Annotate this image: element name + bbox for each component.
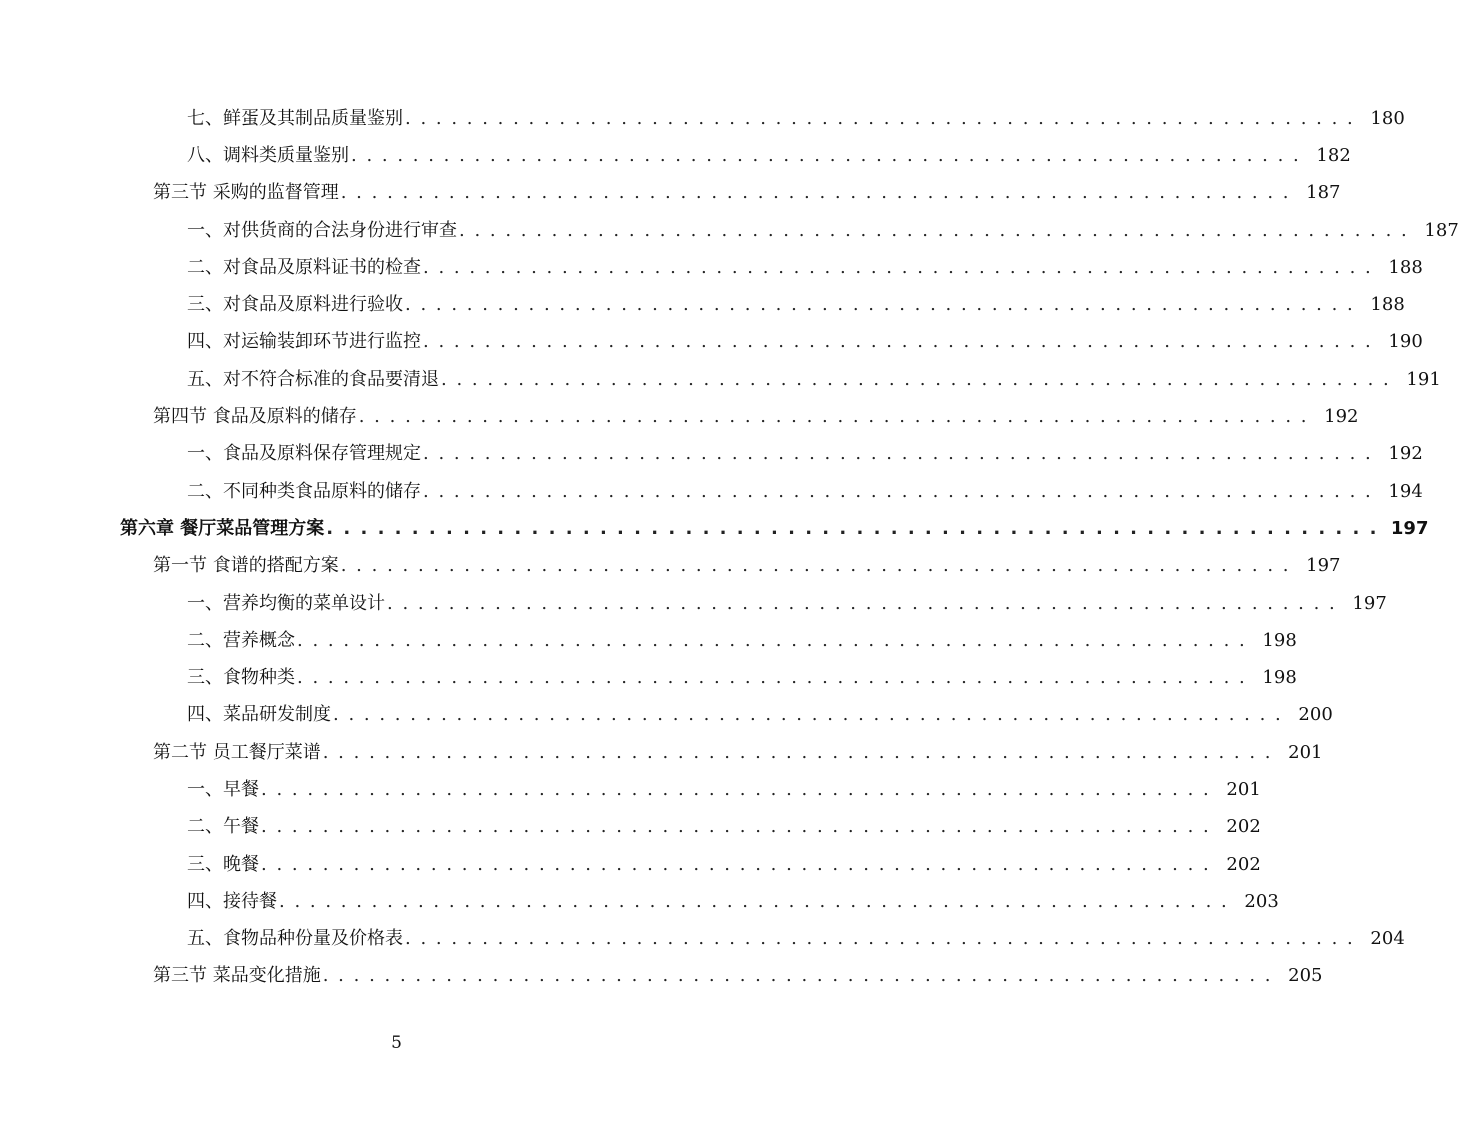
toc-entry-item[interactable] (0, 436, 1423, 473)
toc-entry-page: 205 (1288, 965, 1323, 987)
dot-leader: . . . . . . . . . . . . . . . . . . . . . . . . . . . . . . . . . . . . . . . . . . . . . . . . . . . . . . . . . . . . . . (358, 406, 1309, 428)
toc-entry-item[interactable] (0, 473, 1423, 510)
page-number: 5 (391, 1033, 402, 1053)
toc-entry-title: 一、早餐 (187, 778, 259, 800)
toc-entry-title: 三、食物种类 (187, 667, 295, 689)
toc-entry-title: 一、食品及原料保存管理规定 (187, 443, 421, 465)
toc-entry-item[interactable] (0, 286, 1405, 323)
toc-entry-title: 二、对食品及原料证书的检查 (187, 256, 421, 278)
toc-entry-page: 182 (1316, 144, 1351, 166)
toc-entry-item[interactable] (0, 659, 1297, 696)
toc-entry-title: 第一节 食谱的搭配方案 (153, 555, 339, 577)
dot-leader: . . . . . . . . . . . . . . . . . . . . . . . . . . . . . . . . . . . . . . . . . . . . . . . . . . . . . . . . . . . . . . (423, 256, 1373, 278)
toc-entry-page: 191 (1406, 368, 1441, 390)
dot-leader: . . . . . . . . . . . . . . . . . . . . . . . . . . . . . . . . . . . . . . . . . . . . . . . . . . . . . . . . . . . . . . (405, 294, 1355, 316)
toc-entry-page: 197 (1390, 517, 1429, 539)
toc-entry-title: 第三节 菜品变化措施 (153, 965, 321, 987)
dot-leader: . . . . . . . . . . . . . . . . . . . . . . . . . . . . . . . . . . . . . . . . . . . . . . . . . . . . . . . . . . . . . . (340, 182, 1291, 204)
toc-entry-item[interactable] (0, 809, 1261, 846)
dot-leader: . . . . . . . . . . . . . . . . . . . . . . . . . . . . . . . . . . . . . . . . . . . . . . . . . . . . . . . . . . . . . . (423, 331, 1373, 353)
dot-leader: . . . . . . . . . . . . . . . . . . . . . . . . . . . . . . . . . . . . . . . . . . . . . . . . . . . . . . . . . . . . . . (423, 480, 1373, 502)
toc-entry-page: 197 (1352, 592, 1387, 614)
dot-leader: . . . . . . . . . . . . . . . . . . . . . . . . . . . . . . . . . . . . . . . . . . . . . . . . . . . . . . . . . . . . . . (261, 853, 1211, 875)
toc-entry-item[interactable] (0, 883, 1279, 920)
dot-leader: . . . . . . . . . . . . . . . . . . . . . . . . . . . . . . . . . . . . . . . . . . . . . . . . . . . . . . . . . . . . . . (459, 219, 1409, 241)
toc-entry-page: 188 (1388, 256, 1423, 278)
toc-entry-title: 七、鲜蛋及其制品质量鉴别 (187, 107, 403, 129)
toc-entry-item[interactable] (0, 212, 1459, 249)
dot-leader: . . . . . . . . . . . . . . . . . . . . . . . . . . . . . . . . . . . . . . . . . . . . . . . . . . . . . . . . . . . . . . (322, 965, 1273, 987)
dot-leader: . . . . . . . . . . . . . . . . . . . . . . . . . . . . . . . . . . . . . . . . . . . . . . . . . . . . . . . . . . . . . . (340, 555, 1291, 577)
toc-entry-page: 194 (1388, 480, 1423, 502)
toc-entry-item[interactable] (0, 324, 1423, 361)
toc-entry-title: 八、调料类质量鉴别 (187, 144, 349, 166)
toc-entry-title: 二、午餐 (187, 816, 259, 838)
toc-entry-item[interactable] (0, 622, 1297, 659)
toc-entry-item[interactable] (0, 771, 1261, 808)
toc-entry-item[interactable] (0, 361, 1441, 398)
toc-entry-page: 188 (1370, 294, 1405, 316)
dot-leader: . . . . . . . . . . . . . . . . . . . . . . . . . . . . . . . . . . . . . . . . . . . . . . . . . . . . . . . . . . . . . . (441, 368, 1391, 390)
toc-entry-page: 198 (1262, 629, 1297, 651)
toc-entry-item[interactable] (0, 846, 1261, 883)
toc-entry-page: 197 (1306, 555, 1341, 577)
toc-entry-page: 192 (1324, 406, 1359, 428)
toc-entry-page: 201 (1288, 741, 1323, 763)
toc-entry-section[interactable] (0, 175, 1341, 212)
toc-entry-title: 第四节 食品及原料的储存 (153, 406, 357, 428)
toc-entry-section[interactable] (0, 548, 1341, 585)
dot-leader: . . . . . . . . . . . . . . . . . . . . . . . . . . . . . . . . . . . . . . . . . . . . . . . . . . . . . . . . . . . . . . (423, 443, 1373, 465)
toc-entry-title: 一、对供货商的合法身份进行审查 (187, 219, 457, 241)
toc-entry-page: 200 (1298, 704, 1333, 726)
toc-entry-title: 四、对运输装卸环节进行监控 (187, 331, 421, 353)
dot-leader: . . . . . . . . . . . . . . . . . . . . . . . . . . . . . . . . . . . . . . . . . . . . . . . . . . . . . . . . . . . . . . (326, 517, 1379, 539)
dot-leader: . . . . . . . . . . . . . . . . . . . . . . . . . . . . . . . . . . . . . . . . . . . . . . . . . . . . . . . . . . . . . . (261, 816, 1211, 838)
toc-entry-title: 第六章 餐厅菜品管理方案 (120, 517, 325, 539)
toc-entry-page: 187 (1306, 182, 1341, 204)
dot-leader: . . . . . . . . . . . . . . . . . . . . . . . . . . . . . . . . . . . . . . . . . . . . . . . . . . . . . . . . . . . . . . (261, 778, 1211, 800)
toc-entry-page: 190 (1388, 331, 1423, 353)
toc-entry-page: 204 (1370, 928, 1405, 950)
dot-leader: . . . . . . . . . . . . . . . . . . . . . . . . . . . . . . . . . . . . . . . . . . . . . . . . . . . . . . . . . . . . . . (405, 107, 1355, 129)
dot-leader: . . . . . . . . . . . . . . . . . . . . . . . . . . . . . . . . . . . . . . . . . . . . . . . . . . . . . . . . . . . . . . (405, 928, 1355, 950)
toc-entry-section[interactable] (0, 398, 1359, 435)
toc-entry-chapter[interactable] (0, 510, 1429, 547)
dot-leader: . . . . . . . . . . . . . . . . . . . . . . . . . . . . . . . . . . . . . . . . . . . . . . . . . . . . . . . . . . . . . . (387, 592, 1337, 614)
dot-leader: . . . . . . . . . . . . . . . . . . . . . . . . . . . . . . . . . . . . . . . . . . . . . . . . . . . . . . . . . . . . . . (333, 704, 1283, 726)
toc-entry-title: 四、接待餐 (187, 890, 277, 912)
toc-entry-title: 五、食物品种份量及价格表 (187, 928, 403, 950)
toc-entry-page: 202 (1226, 816, 1261, 838)
toc-entry-item[interactable] (0, 100, 1405, 137)
dot-leader: . . . . . . . . . . . . . . . . . . . . . . . . . . . . . . . . . . . . . . . . . . . . . . . . . . . . . . . . . . . . . . (297, 667, 1247, 689)
toc-entry-item[interactable] (0, 921, 1405, 958)
toc-entry-title: 三、对食品及原料进行验收 (187, 294, 403, 316)
toc-entry-title: 第三节 采购的监督管理 (153, 182, 339, 204)
toc-entry-page: 198 (1262, 667, 1297, 689)
dot-leader: . . . . . . . . . . . . . . . . . . . . . . . . . . . . . . . . . . . . . . . . . . . . . . . . . . . . . . . . . . . . . . (297, 629, 1247, 651)
toc-entry-page: 202 (1226, 853, 1261, 875)
table-of-contents (0, 100, 1459, 995)
toc-entry-section[interactable] (0, 958, 1323, 995)
toc-entry-page: 180 (1370, 107, 1405, 129)
toc-entry-title: 二、不同种类食品原料的储存 (187, 480, 421, 502)
toc-entry-title: 二、营养概念 (187, 629, 295, 651)
toc-entry-item[interactable] (0, 137, 1351, 174)
toc-entry-title: 五、对不符合标准的食品要清退 (187, 368, 439, 390)
toc-entry-title: 一、营养均衡的菜单设计 (187, 592, 385, 614)
toc-entry-section[interactable] (0, 734, 1323, 771)
toc-entry-item[interactable] (0, 585, 1387, 622)
toc-entry-page: 187 (1424, 219, 1459, 241)
dot-leader: . . . . . . . . . . . . . . . . . . . . . . . . . . . . . . . . . . . . . . . . . . . . . . . . . . . . . . . . . . . . . . (279, 890, 1229, 912)
toc-entry-title: 第二节 员工餐厅菜谱 (153, 741, 321, 763)
toc-entry-page: 192 (1388, 443, 1423, 465)
toc-entry-title: 三、晚餐 (187, 853, 259, 875)
dot-leader: . . . . . . . . . . . . . . . . . . . . . . . . . . . . . . . . . . . . . . . . . . . . . . . . . . . . . . . . . . . . . . (351, 144, 1301, 166)
toc-entry-page: 201 (1226, 778, 1261, 800)
toc-entry-item[interactable] (0, 697, 1333, 734)
toc-entry-item[interactable] (0, 249, 1423, 286)
dot-leader: . . . . . . . . . . . . . . . . . . . . . . . . . . . . . . . . . . . . . . . . . . . . . . . . . . . . . . . . . . . . . . (322, 741, 1273, 763)
toc-entry-title: 四、菜品研发制度 (187, 704, 331, 726)
toc-entry-page: 203 (1244, 890, 1279, 912)
